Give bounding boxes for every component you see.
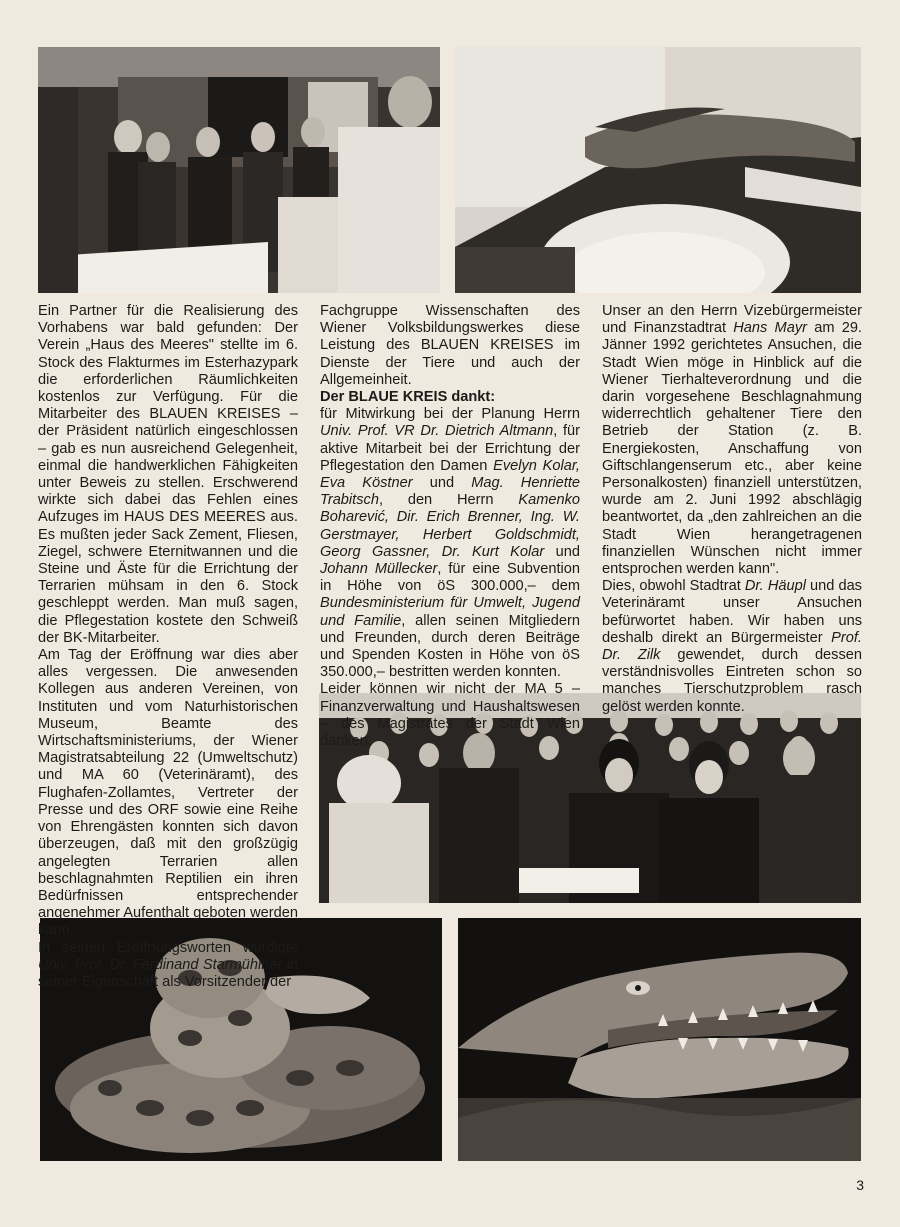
person-name: Evelyn Kolar, Eva Köstner	[320, 457, 580, 492]
paragraph: Leider können wir nicht der MA 5 – Finanzverwaltung und Haushaltswesen – des Magistrates der Stadt Wien danken.	[320, 681, 580, 750]
paragraph: Ein Partner für die Realisierung des Vorhabens war bald gefunden: Der Verein „Haus des Meeres" stellte im 6. Stock des Flakturmes im Esterhazypark die erforderlichen Räumlichkeiten kostenlos zur Verfügung. Für die Mitarbeiter des BLAUEN KREISES – der Präsident natürlich eingeschlossen – gab es nun ausreichend Gelegenheit, einmal die handwerklichen Fähigkeiten unter Beweis zu stellen. Erschwerend wirkte sich dabei das Fehlen eines Aufzuges im HAUS DES MEERES aus. Es mußten jeder Sack Zement, Fliesen, Ziegel, schwere Eternitwannen und die Steine und Äste für die Errichtung der Terrarien mühsam in den 6. Stock geschleppt werden. Man muß sagen, die Pflegestation kostete den Schweiß der BK-Mitarbeiter.	[38, 303, 298, 646]
photo-terrarium	[455, 47, 861, 293]
text-run: In seinen Eröffnungsworten würdigte	[38, 939, 298, 956]
text-run: , für eine Subvention in Höhe von öS 300.000,– dem	[320, 561, 580, 595]
text-run: am 29. Jänner 1992 gerichtetes Ansuchen, die Stadt Wien möge in Hinblick auf die Wiener Tierhalteverordnung und die darin vorgesehene Beschlagnahmung widerrechtlich gehaltener Tiere den Betrieb der Station (z. B. Energiekosten, Anschaffung von Giftschlangenserum etc., aber keine Personalkosten) finanziell unterstützen, wurde am 2. Juni 1992 abschlägig beantwortet, da „den zahlreichen an die Stadt Wien herangetragenen finanziellen Wünschen nicht immer entsprochen werden kann".	[602, 320, 862, 578]
person-name: Johann Müllecker	[320, 561, 438, 578]
text-run: , für aktive Mitarbeit bei der Errichtung der Pflegestation den Damen	[320, 423, 581, 474]
text-run: Unser an den Herrn Vizebürgermeister und Finanzstadtrat	[602, 303, 862, 337]
text-run: für Mitwirkung bei der Planung Herrn	[320, 406, 580, 423]
page-number: 3	[856, 1177, 864, 1193]
paragraph	[602, 303, 862, 578]
text-run: gewendet, durch dessen verständnisvolles Eintreten schon so manches Tierschutzproblem rasch gelöst werden konnte.	[602, 647, 862, 715]
text-column-left	[38, 303, 298, 991]
photo-crocodile	[458, 918, 861, 1161]
text-run: und das Veterinäramt unser Ansuchen befürwortet haben. Wir haben uns deshalb direkt an Bürgermeister	[602, 578, 862, 646]
text-column-middle	[320, 303, 580, 750]
person-name: Prof. Dr. Zilk	[602, 629, 862, 664]
text-run: in seiner Eigenschaft als Vorsitzender der	[38, 956, 298, 990]
text-run: Dies, obwohl Stadtrat	[602, 578, 745, 595]
paragraph: Am Tag der Eröffnung war dies aber alles vergessen. Die anwesenden Kollegen aus anderen Vereinen, von Instituten und vom Naturhistorischen Museum, Beamte des Wirtschaftsministeriums, der Wiener Magistratsabteilung 22 (Umweltschutz) und MA 60 (Veterinäramt), des Flughafen-Zollamtes, Vertreter der Presse und des ORF sowie eine Reihe von Ehrengästen konnten sich davon überzeugen, daß mit den großzügig angelegten Terrarien allen beschlagnahmten Reptilien ein ihren Bedürfnissen entsprechender angenehmer Aufenthalt geboten werden kann.	[38, 647, 298, 939]
person-name: Univ. Prof. VR Dr. Dietrich Altmann	[320, 423, 554, 440]
person-name: Mag. Henriette Trabitsch	[320, 475, 580, 509]
text-run: , allen seinen Mitgliedern und Freunden, durch deren Beiträge und Spenden Kosten in Höhe von öS 350.000,– bestritten werden konnten.	[320, 612, 580, 681]
paragraph	[602, 578, 862, 716]
person-name: Hans Mayr	[733, 320, 807, 337]
paragraph	[38, 940, 298, 992]
person-name: Kamenko Boharević, Dir. Erich Brenner, Ing. W. Gerstmayer, Herbert Goldschmidt, Georg Gassner, Dr. Kurt Kolar	[320, 492, 580, 560]
paragraph: Fachgruppe Wissenschaften des Wiener Volksbildungswerkes diese Leistung des BLAUEN KREISES im Dienste der Tiere und auch der Allgemeinheit.	[320, 303, 580, 388]
person-name: Dr. Häupl	[744, 578, 806, 595]
person-name: Univ. Prof. Dr. Ferdinand Starmühlner	[38, 956, 283, 973]
paragraph	[320, 406, 580, 681]
text-column-right	[602, 303, 862, 716]
photo-opening-crowd	[38, 47, 440, 293]
text-run: , den Herrn	[378, 492, 519, 509]
text-run: und	[544, 543, 581, 560]
text-run: und	[412, 475, 472, 492]
ministry-name: Bundesministerium für Umwelt, Jugend und Familie	[320, 595, 580, 629]
section-heading: Der BLAUE KREIS dankt:	[320, 389, 496, 406]
